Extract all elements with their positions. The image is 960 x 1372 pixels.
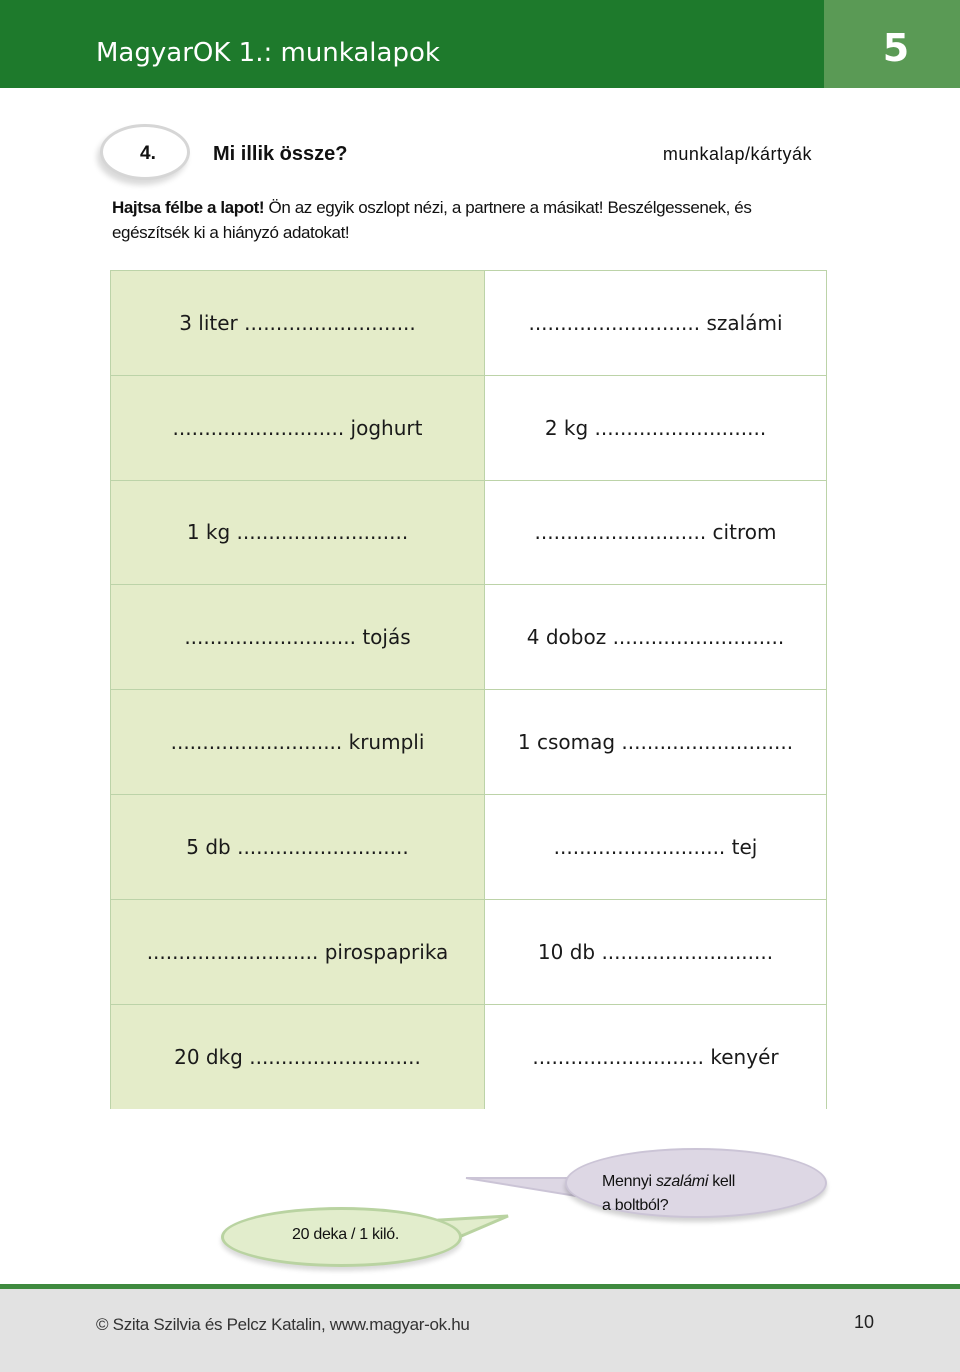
footer-copyright: © Szita Szilvia és Pelcz Katalin, www.magyar-ok.hu [96, 1315, 470, 1334]
question-bubble-tail [466, 1178, 576, 1196]
question-part: kell [708, 1173, 736, 1190]
question-emphasis: szalámi [655, 1173, 709, 1190]
instruction-bold: Hajtsa félbe a lapot! [112, 198, 265, 217]
card-right: 1 csomag ........................... [485, 690, 826, 794]
header-title: MagyarOK 1.: munkalapok [96, 38, 440, 68]
question-line2: a boltból? [602, 1197, 669, 1214]
card-right: ........................... szalámi [485, 271, 826, 375]
card-left: ........................... krumpli [111, 690, 485, 794]
card-right: 2 kg ........................... [485, 376, 826, 480]
instruction-text: Ön az egyik oszlopt nézi, a partnere a másikat! Beszélgessenek, és egészítsék ki a hiányzó adatokat! [112, 198, 752, 242]
card-right: ........................... kenyér [485, 1005, 826, 1110]
chapter-number: 5 [824, 0, 960, 88]
answer-text: 20 deka / 1 kiló. [292, 1226, 399, 1243]
task-title: Mi illik össze? [213, 143, 348, 165]
card-left: 1 kg ........................... [111, 481, 485, 585]
task-number: 4. [140, 143, 156, 164]
task-type: munkalap/kártyák [662, 144, 812, 164]
card-right: ........................... tej [485, 795, 826, 899]
card-left: ........................... tojás [111, 585, 485, 689]
card-left: ........................... joghurt [111, 376, 485, 480]
question-text [602, 1170, 802, 1218]
page-number: 10 [853, 1312, 874, 1332]
card-left: ........................... pirospaprika [111, 900, 485, 1004]
card-left: 3 liter ........................... [111, 271, 485, 375]
card-left: 20 dkg ........................... [111, 1005, 485, 1110]
question-part: Mennyi [602, 1173, 656, 1190]
card-left: 5 db ........................... [111, 795, 485, 899]
card-right: 4 doboz ........................... [485, 585, 826, 689]
card-right: 10 db ........................... [485, 900, 826, 1004]
card-right: ........................... citrom [485, 481, 826, 585]
